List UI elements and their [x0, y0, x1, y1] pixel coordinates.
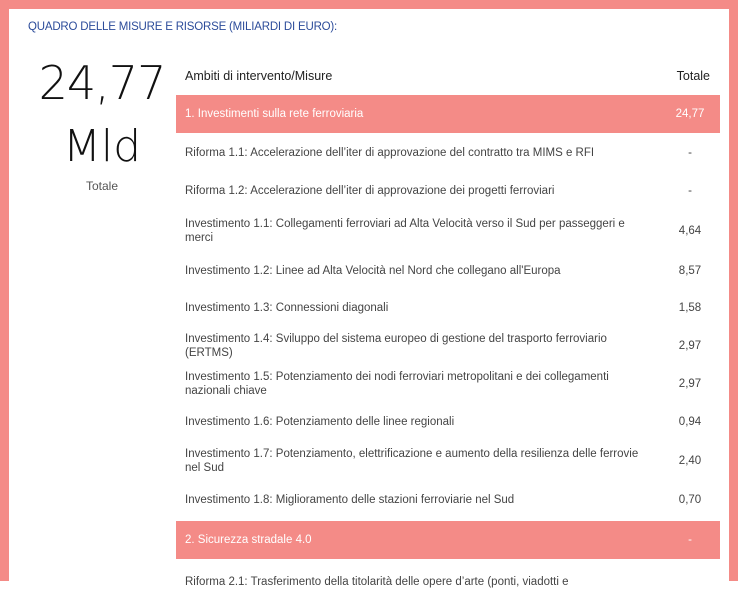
- row-label: Investimento 1.1: Collegamenti ferroviari ad Alta Velocità verso il Sud per passeggeri e merci: [185, 218, 625, 244]
- table-row: [176, 291, 720, 325]
- table-row: [176, 211, 720, 251]
- table-row: [176, 441, 720, 481]
- row-label: Investimento 1.8: Miglioramento delle stazioni ferroviarie nel Sud: [185, 494, 515, 506]
- row-label: 2. Sicurezza stradale 4.0: [185, 534, 312, 546]
- row-value: -: [688, 185, 692, 197]
- row-value: 8,57: [678, 265, 702, 277]
- table-row: [176, 483, 720, 517]
- row-value: 1,58: [678, 302, 702, 314]
- row-label: Investimento 1.3: Connessioni diagonali: [185, 302, 389, 314]
- row-label: Riforma 2.1: Trasferimento della titolarità delle opere d’arte (ponti, viadotti e: [185, 576, 569, 588]
- total-amount: 24,77: [38, 56, 166, 110]
- row-label: 1. Investimenti sulla rete ferroviaria: [185, 108, 364, 120]
- row-label: Investimento 1.5: Potenziamento dei nodi ferroviari metropolitani e dei collegamenti nazionali chiave: [185, 371, 609, 397]
- table-row: [176, 253, 720, 289]
- row-value: 2,97: [678, 340, 702, 352]
- row-label: Investimento 1.2: Linee ad Alta Velocità nel Nord che collegano all'Europa: [185, 265, 561, 277]
- row-value: 24,77: [675, 108, 705, 120]
- table-row: [176, 405, 720, 439]
- table-row-section-2: [176, 521, 720, 559]
- table-row: [176, 365, 720, 403]
- row-label: Investimento 1.6: Potenziamento delle linee regionali: [185, 416, 455, 428]
- row-value: 4,64: [678, 225, 702, 237]
- row-value: 2,40: [678, 455, 702, 467]
- row-value: 2,97: [678, 378, 702, 390]
- total-label: Totale: [85, 179, 119, 193]
- row-value: -: [688, 147, 692, 159]
- row-label: Investimento 1.7: Potenziamento, elettrificazione e aumento della resilienza delle ferrovie nel Sud: [185, 448, 639, 474]
- row-value: 0,70: [678, 494, 702, 506]
- table-row: [176, 575, 720, 599]
- row-value: 0,94: [678, 416, 702, 428]
- row-label: Riforma 1.2: Accelerazione dell’iter di approvazione dei progetti ferroviari: [185, 185, 555, 197]
- table-header: [176, 61, 720, 91]
- row-label: Investimento 1.4: Sviluppo del sistema europeo di gestione del trasporto ferroviario (ERTMS): [185, 333, 607, 359]
- table-row: [176, 173, 720, 209]
- section-heading: QUADRO DELLE MISURE E RISORSE (MILIARDI DI EURO):: [28, 21, 338, 33]
- table-row-section-1: [176, 95, 720, 133]
- row-value: -: [688, 534, 692, 546]
- header-label: Ambiti di intervento/Misure: [185, 69, 333, 83]
- total-unit: Mld: [62, 121, 142, 172]
- header-value: Totale: [676, 69, 710, 83]
- row-label: Riforma 1.1: Accelerazione dell’iter di approvazione del contratto tra MIMS e RFI: [185, 147, 595, 159]
- table-row: [176, 327, 720, 365]
- table-row: [176, 135, 720, 171]
